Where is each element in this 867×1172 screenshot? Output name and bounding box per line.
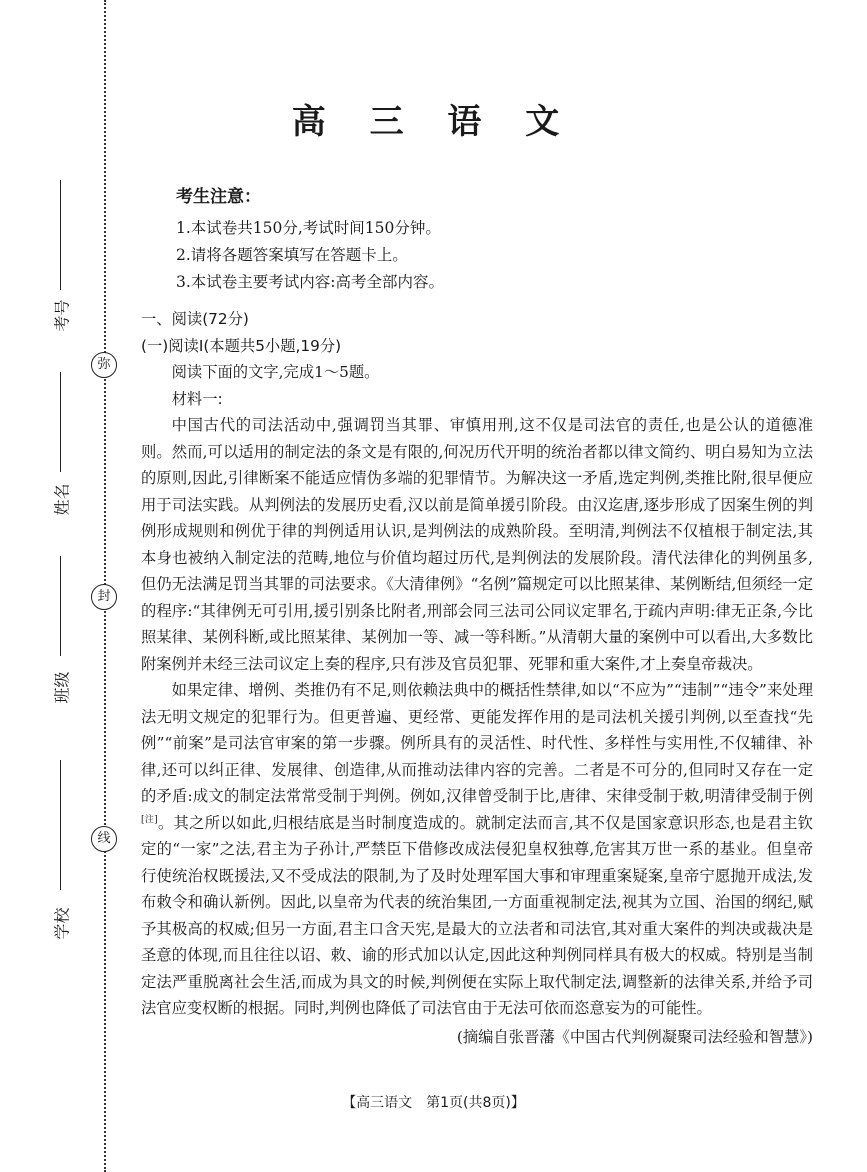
paragraph-2-continued: 。其之所以如此,归根结底是当时制度造成的。就制定法而言,其不仅是国家意识形态,也是君主钦定的“一家”之法,君主为子孙计,严禁臣下借修改成法侵犯皇权独尊,危害其万世一系的基业。但皇帝行使统治权既援法,又不受成法的限制,为了及时处理军国大事和审理重案疑案,皇帝宁愿抛开成法,发布敕令和确认新例。因此,以皇帝为代表的统治集团,一方面重视制定法,视其为立国、治国的纲纪,赋予其极高的权威;但另一方面,君主口含天宪,是最大的立法者和司法官,其对重大案件的判决或裁决是圣意的体现,而且往往以诏、敕、谕的形式加以认定,因此这种判例同样具有极大的权威。特别是当制定法严重脱离社会生活,而成为具文的时候,判例便在实际上取代制定法,调整新的法律关系,并给予司法官应变权断的根据。同时,判例也降低了司法官由于无法可依而恣意妄为的可能性。 <box>141 813 813 1017</box>
field-exam-number-label: 考号 <box>52 299 72 332</box>
section-subtitle: (一)阅读Ⅰ(本题共5小题,19分) <box>141 336 342 355</box>
field-name-label: 姓名 <box>52 483 72 516</box>
field-school <box>50 908 72 948</box>
paragraph-2-text: 如果定律、增例、类推仍有不足,则依赖法典中的概括性禁律,如以“不应为”“违制”“违令”来处理法无明文规定的犯罪行为。但更普遍、更经常、更能发挥作用的是司法机关援引判例,以至查找“先例”“前案”是司法官审案的第一步骤。例所具有的灵活性、时代性、多样性与实用性,不仅辅律、补律,还可以纠正律、发展律、创造律,从而推动法律内容的完善。二者是不可分的,但同时又存在一定的矛盾:成文的制定法常常受制于判例。例如,汉律曾受制于比,唐律、宋律受制于敕,明清律受制于例 <box>141 681 813 805</box>
section-title: 一、阅读(72分) <box>141 310 249 328</box>
field-school-label: 学校 <box>52 907 72 940</box>
binding-word-mi: 弥 <box>91 352 117 378</box>
field-exam-number-line[interactable] <box>50 180 72 290</box>
paragraph-2 <box>141 677 813 1022</box>
material-label: 材料一: <box>171 389 223 408</box>
field-class <box>50 672 72 712</box>
exam-notice <box>176 182 444 296</box>
notice-item: 3.本试卷主要考试内容:高考全部内容。 <box>176 273 445 291</box>
field-name-line[interactable] <box>50 372 72 472</box>
field-class-label: 班级 <box>52 671 72 704</box>
binding-word-feng: 封 <box>91 584 117 610</box>
notice-item: 1.本试卷共150分,考试时间150分钟。 <box>176 219 441 237</box>
field-school-line[interactable] <box>50 760 72 890</box>
note-marker: [注] <box>141 814 158 825</box>
page-footer: 【高三语文 第1页(共8页)】 <box>342 1095 525 1111</box>
reading-section <box>141 306 813 1050</box>
page-title: 高 三 语 文 <box>291 102 576 142</box>
citation: (摘编自张晋藩《中国古代判例凝聚司法经验和智慧》) <box>456 1027 813 1046</box>
field-class-line[interactable] <box>50 556 72 656</box>
paragraph-1: 中国古代的司法活动中,强调罚当其罪、审慎用刑,这不仅是司法官的责任,也是公认的道德准则。然而,可以适用的制定法的条文是有限的,何况历代开明的统治者都以律文简约、明白易知为立法的原则,因此,引律断案不能适应情伪多端的犯罪情节。为解决这一矛盾,选定判例,类推比附,很早便应用于司法实践。从判例法的发展历史看,汉以前是简单援引阶段。由汉迄唐,逐步形成了因案生例的判例形成规则和例优于律的判例适用认识,是判例法的成熟阶段。至明清,判例法不仅植根于制定法,其本身也被纳入制定法的范畴,地位与价值均超过历代,是判例法的发展阶段。清代法律化的判例虽多,但仍无法满足罚当其罪的司法要求。《大清律例》“名例”篇规定可以比照某律、某例断结,但须经一定的程序:“其律例无可引用,援引别条比附者,刑部会同三法司公同议定罪名,于疏内声明:律无正条,今比照某律、某例科断,或比照某律、某例加一等、减一等科断。”从清朝大量的案例中可以看出,大多数比附案例并未经三法司议定上奏的程序,只有涉及官员犯罪、死罪和重大案件,才上奏皇帝裁决。 <box>141 416 813 673</box>
notice-heading: 考生注意： <box>176 187 261 207</box>
field-name <box>50 484 72 524</box>
binding-word-xian: 线 <box>91 826 117 852</box>
section-instruction: 阅读下面的文字,完成1～5题。 <box>171 363 380 381</box>
notice-item: 2.请将各题答案填写在答题卡上。 <box>176 246 408 264</box>
